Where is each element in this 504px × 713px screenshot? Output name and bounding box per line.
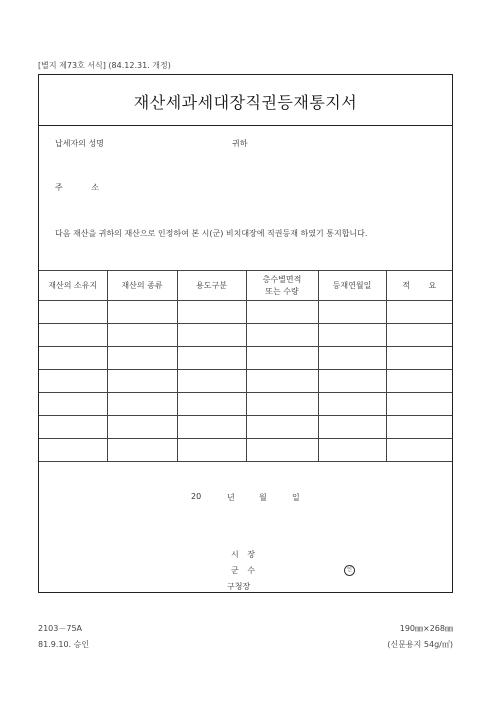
table-cell[interactable] xyxy=(177,393,246,416)
table-cell[interactable] xyxy=(246,416,318,439)
form-title: 재산세과세대장직권등재통지서 xyxy=(133,93,358,112)
date-year-prefix: 20 xyxy=(191,492,202,501)
footer-paper: (신문용지 54g/㎡) xyxy=(387,640,453,649)
table-cell[interactable] xyxy=(39,416,107,439)
table-cell[interactable] xyxy=(177,439,246,462)
table-cell[interactable] xyxy=(246,439,318,462)
table-cell[interactable] xyxy=(107,439,177,462)
seal-mark xyxy=(344,565,355,576)
table-cell[interactable] xyxy=(386,439,452,462)
date-year: 년 xyxy=(227,493,235,502)
col-header-registration-date: 등재연월일 xyxy=(318,271,386,301)
table-cell[interactable] xyxy=(39,301,107,324)
footer-form-number: 2103－75A xyxy=(38,624,83,633)
col-header-area xyxy=(246,271,318,301)
table-row xyxy=(39,439,452,462)
table-cell[interactable] xyxy=(246,370,318,393)
table-cell[interactable] xyxy=(107,324,177,347)
table-cell[interactable] xyxy=(386,324,452,347)
signatory-district: 구청장 xyxy=(227,582,251,591)
table-cell[interactable] xyxy=(318,301,386,324)
table-row xyxy=(39,393,452,416)
table-row xyxy=(39,370,452,393)
table-row xyxy=(39,324,452,347)
taxpayer-name-label: 납세자의 성명 xyxy=(55,139,104,148)
table-cell[interactable] xyxy=(386,301,452,324)
title-row xyxy=(39,75,452,126)
signatory-mayor: 시 장 xyxy=(231,550,255,559)
table-cell[interactable] xyxy=(386,370,452,393)
table-cell[interactable] xyxy=(177,301,246,324)
col-header-location: 재산의 소유지 xyxy=(39,271,107,301)
table-header-row xyxy=(39,271,452,301)
table-cell[interactable] xyxy=(246,301,318,324)
table-cell[interactable] xyxy=(39,370,107,393)
table-cell[interactable] xyxy=(177,324,246,347)
table-cell[interactable] xyxy=(318,416,386,439)
property-table xyxy=(39,270,452,462)
table-cell[interactable] xyxy=(107,370,177,393)
table-cell[interactable] xyxy=(177,347,246,370)
table-cell[interactable] xyxy=(39,439,107,462)
table-cell[interactable] xyxy=(318,324,386,347)
table-cell[interactable] xyxy=(107,393,177,416)
table-row xyxy=(39,347,452,370)
table-row xyxy=(39,416,452,439)
form-frame xyxy=(38,74,453,593)
col-header-type: 재산의 종류 xyxy=(107,271,177,301)
notice-text: 다음 재산을 귀하의 재산으로 인정하여 본 시(군) 비치대장에 직권등재 하였기 통지합니다. xyxy=(55,229,368,238)
footer-size: 190㎜×268㎜ xyxy=(399,624,453,633)
signatory-county: 군 수 xyxy=(231,566,255,575)
table-cell[interactable] xyxy=(107,301,177,324)
table-cell[interactable] xyxy=(318,393,386,416)
col-header-area-text: 층수별면적 또는 수량 xyxy=(262,274,302,296)
table-row xyxy=(39,301,452,324)
table-cell[interactable] xyxy=(318,347,386,370)
table-cell[interactable] xyxy=(39,393,107,416)
table-cell[interactable] xyxy=(246,347,318,370)
seal-icon: 인 xyxy=(344,565,355,576)
table-cell[interactable] xyxy=(246,324,318,347)
table-cell[interactable] xyxy=(107,416,177,439)
table-cell[interactable] xyxy=(386,393,452,416)
table-cell[interactable] xyxy=(386,416,452,439)
table-cell[interactable] xyxy=(39,324,107,347)
table-cell[interactable] xyxy=(39,347,107,370)
date-month: 월 xyxy=(259,493,267,502)
date-day: 일 xyxy=(292,493,300,502)
form-number-header: [별지 제73호 서식] (84.12.31. 개정) xyxy=(38,61,171,70)
col-header-remarks xyxy=(386,271,452,301)
table-cell[interactable] xyxy=(386,347,452,370)
honorific-label: 귀하 xyxy=(232,139,248,148)
table-cell[interactable] xyxy=(246,393,318,416)
table-cell[interactable] xyxy=(177,370,246,393)
address-label: 주 소 xyxy=(55,183,99,192)
col-header-usage: 용도구분 xyxy=(177,271,246,301)
table-cell[interactable] xyxy=(318,370,386,393)
table-cell[interactable] xyxy=(318,439,386,462)
table-cell[interactable] xyxy=(107,347,177,370)
table-cell[interactable] xyxy=(177,416,246,439)
col-header-remarks-text: 적 요 xyxy=(402,280,437,290)
footer-approval: 81.9.10. 승인 xyxy=(38,640,90,649)
